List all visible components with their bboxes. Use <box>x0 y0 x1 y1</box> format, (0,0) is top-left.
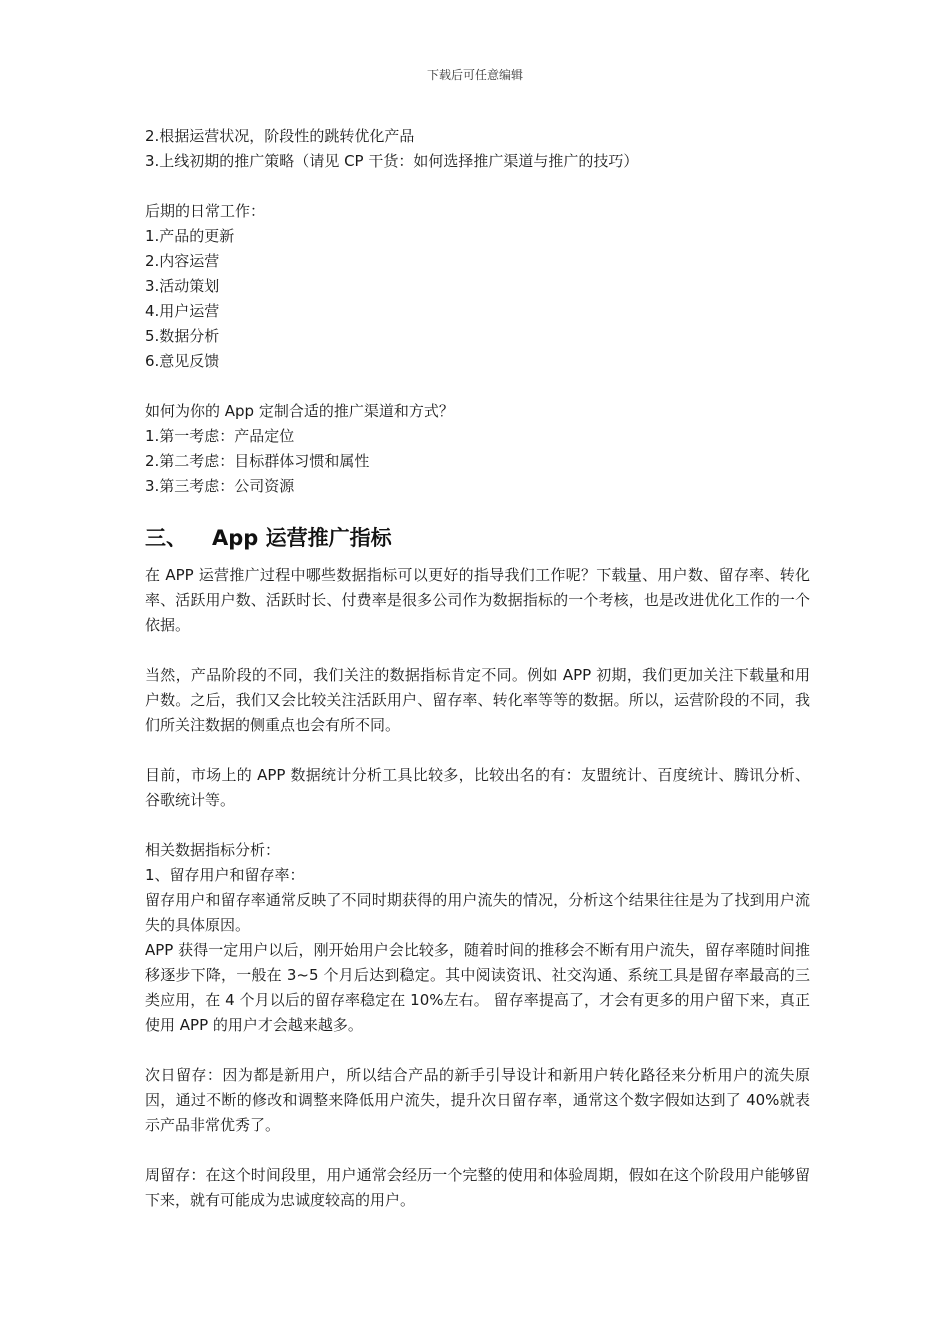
list-item: 1.第一考虑：产品定位 <box>145 427 295 445</box>
list-item: 4.用户运营 <box>145 302 220 320</box>
spacer <box>145 813 810 838</box>
paragraph: APP 获得一定用户以后，刚开始用户会比较多，随着时间的推移会不断有用户流失，留存率随时间推移逐步下降，一般在 3~5 个月后达到稳定。其中阅读资讯、社交沟通、系统工具是留存率最高的三类应用，在 4 个月以后的留存率稳定在 10%左右。 留存率提高了，才会有更多的用户留下来，真正使用 APP 的用户才会越来越多。 <box>145 941 810 1034</box>
spacer <box>145 1138 810 1163</box>
paragraph: 目前，市场上的 APP 数据统计分析工具比较多，比较出名的有：友盟统计、百度统计、腾讯分析、谷歌统计等。 <box>145 766 810 809</box>
page-header: 下载后可任意编辑 <box>426 68 523 82</box>
spacer <box>145 1038 810 1063</box>
list-item: 6.意见反馈 <box>145 352 220 370</box>
list-item: 2.根据运营状况，阶段性的跳转优化产品 <box>145 127 415 145</box>
channels-title: 如何为你的 App 定制合适的推广渠道和方式？ <box>145 402 454 420</box>
spacer <box>145 738 810 763</box>
analysis-subtitle: 1、留存用户和留存率： <box>145 866 305 884</box>
section-heading <box>145 523 810 553</box>
spacer <box>145 374 810 399</box>
daily-work-title: 后期的日常工作： <box>145 202 266 220</box>
paragraph: 次日留存：因为都是新用户，所以结合产品的新手引导设计和新用户转化路径来分析用户的流失原因，通过不断的修改和调整来降低用户流失，提升次日留存率，通常这个数字假如达到了 40%就表示产品非常优秀了。 <box>145 1066 810 1134</box>
list-item: 2.内容运营 <box>145 252 220 270</box>
document-body <box>145 124 810 1213</box>
paragraph: 当然，产品阶段的不同，我们关注的数据指标肯定不同。例如 APP 初期，我们更加关注下载量和用户数。之后，我们又会比较关注活跃用户、留存率、转化率等等的数据。所以，运营阶段的不同，我们所关注数据的侧重点也会有所不同。 <box>145 666 810 734</box>
list-item: 2.第二考虑：目标群体习惯和属性 <box>145 452 370 470</box>
paragraph: 在 APP 运营推广过程中哪些数据指标可以更好的指导我们工作呢？下载量、用户数、留存率、转化率、活跃用户数、活跃时长、付费率是很多公司作为数据指标的一个考核，也是改进优化工作的一个依据。 <box>145 566 810 634</box>
paragraph: 周留存：在这个时间段里，用户通常会经历一个完整的使用和体验周期，假如在这个阶段用户能够留下来，就有可能成为忠诚度较高的用户。 <box>145 1166 810 1209</box>
list-item: 5.数据分析 <box>145 327 220 345</box>
spacer <box>145 638 810 663</box>
list-item: 3.活动策划 <box>145 277 220 295</box>
list-item: 3.上线初期的推广策略（请见 CP 干货：如何选择推广渠道与推广的技巧） <box>145 152 639 170</box>
list-item: 1.产品的更新 <box>145 227 235 245</box>
section-number: 三、 <box>145 526 187 550</box>
section-title: App 运营推广指标 <box>212 526 392 550</box>
analysis-title: 相关数据指标分析： <box>145 841 281 859</box>
paragraph: 留存用户和留存率通常反映了不同时期获得的用户流失的情况，分析这个结果往往是为了找到用户流失的具体原因。 <box>145 891 810 934</box>
list-item: 3.第三考虑：公司资源 <box>145 477 295 495</box>
spacer <box>145 174 810 199</box>
